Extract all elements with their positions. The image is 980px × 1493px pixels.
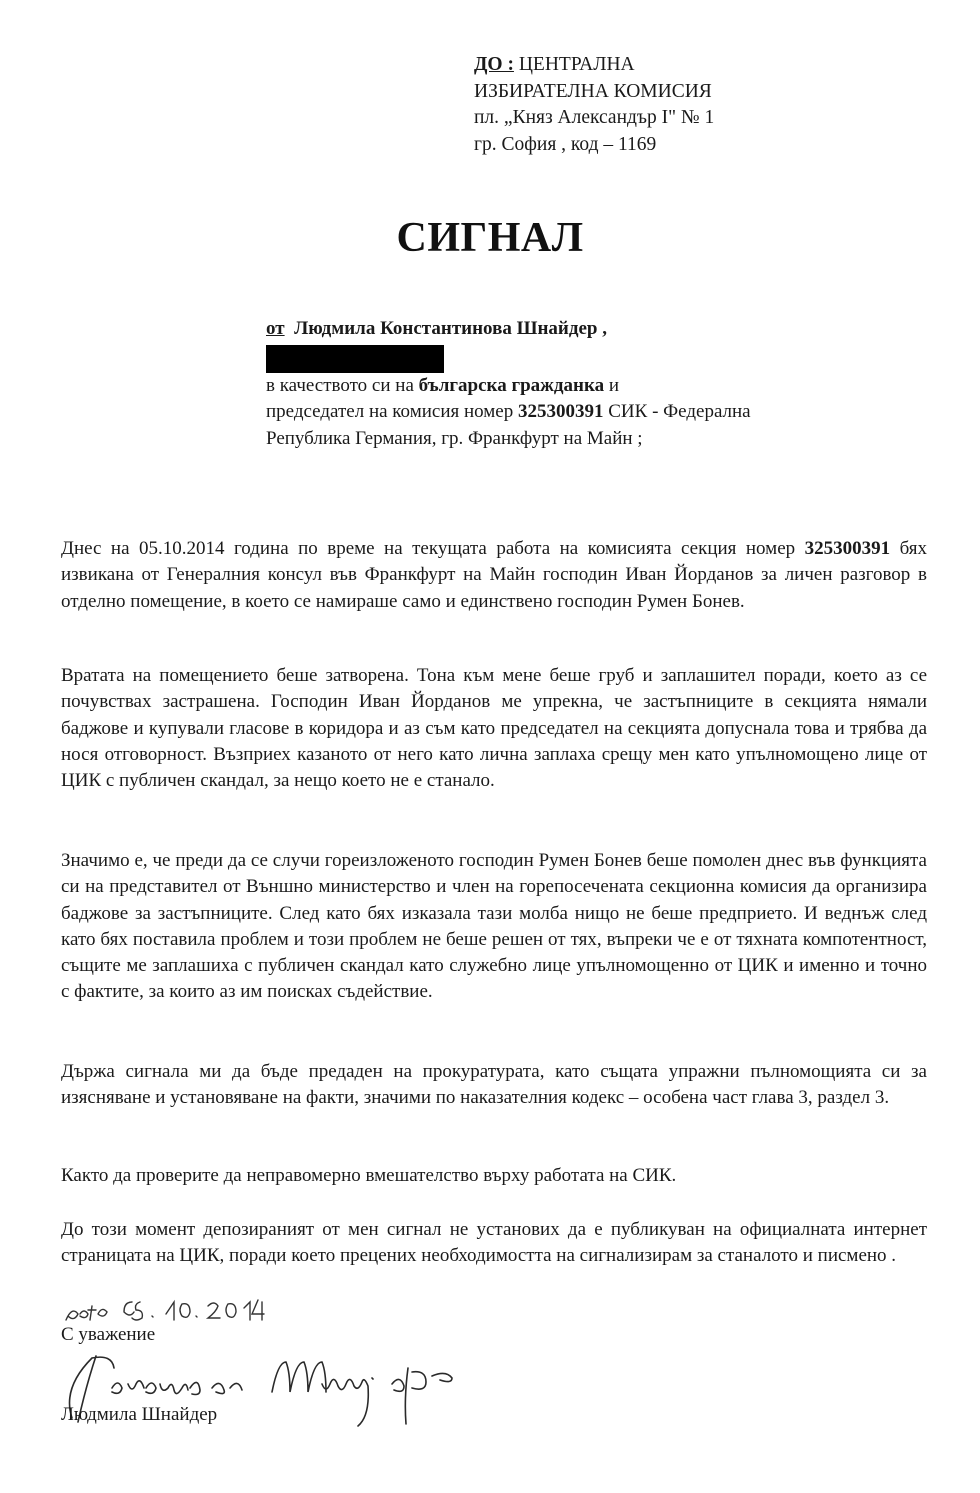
addressee-line-2: ИЗБИРАТЕЛНА КОМИСИЯ xyxy=(474,80,712,102)
paragraph-4 xyxy=(61,1059,927,1112)
commission-number: 325300391 xyxy=(804,538,891,559)
text: председател на комисия номер xyxy=(266,401,518,422)
sender-role-line xyxy=(266,399,886,426)
sender-name: Людмила Константинова Шнайдер , xyxy=(294,318,607,339)
paragraph-6 xyxy=(61,1217,927,1270)
text: в качеството си на xyxy=(266,374,419,396)
paragraph-5 xyxy=(61,1163,927,1189)
paragraph-2 xyxy=(61,663,927,794)
text: Както да проверите да неправомерно вмешателство върху работата на СИК. xyxy=(61,1165,677,1186)
text: До този момент депозираният от мен сигнал не установих да е публикуван на официалната интернет страницата на ЦИК, поради което прецених необходимостта на сигнализирам за станалото и писмено . xyxy=(61,1219,927,1267)
document-title: СИГНАЛ xyxy=(396,215,584,261)
addressee-street: пл. „Княз Александър I" № 1 xyxy=(474,107,715,128)
sender-name-line xyxy=(266,316,886,343)
text: СИК - Федерална xyxy=(603,401,751,422)
text: Държа сигнала ми да бъде предаден на прокуратурата, като същата упражни пълномощията си за изясняване и установяване на факти, значими по наказателния кодекс – особена част глава 3, раздел 3. xyxy=(61,1061,927,1109)
sender-block xyxy=(266,316,886,452)
paragraph-1 xyxy=(61,536,927,615)
paragraph-3 xyxy=(61,848,927,1006)
signatory-name: Людмила Шнайдер xyxy=(61,1404,218,1425)
text: Днес на 05.10.2014 година по време на текущата работа на комисията секция номер xyxy=(61,538,805,559)
redaction-bar xyxy=(266,345,444,373)
text: и xyxy=(604,374,620,396)
commission-number: 325300391 xyxy=(518,401,604,422)
addressee-city: гр. София , код – 1169 xyxy=(474,133,657,155)
addressee-block xyxy=(474,52,714,158)
sender-location-line: Република Германия, гр. Франкфурт на Майн ; xyxy=(266,427,643,449)
addressee-line-1 xyxy=(474,52,714,79)
text: Вратата на помещението беше затворена. Тона към мене беше груб и заплашител поради, което аз се почувствах застрашена. Господин Иван Йорданов ме упрекна, че застъпниците в секцията нямали баджове и купували гласове в коридора и аз съм като председател на секцията допуснала това и трябва да нося отговорност. Възприех казаното от него като лична заплаха срещу мен като упълномощено лице от ЦИК с публичен скандал, за нещо което не е станало. xyxy=(61,665,927,792)
text: бях извикана от Генералния консул във Франкфурт на Майн господин Иван Йорданов за личен разговор в отделно помещение, в което се намираше само и единствено господин Румен Бонев. xyxy=(61,538,928,612)
citizenship: българска гражданка xyxy=(418,374,605,396)
sender-capacity-line xyxy=(266,373,886,400)
handwritten-date xyxy=(62,1292,362,1328)
from-label: от xyxy=(266,318,285,339)
addressee-name: ЦЕНТРАЛНА xyxy=(518,54,635,75)
closing-regards: С уважение xyxy=(61,1324,156,1345)
text: Значимо е, че преди да се случи гореизложеното господин Румен Бонев беше помолен днес във функцията си на представител от Външно министерство и член на горепосечената секционна комисия да организира баджове за застъпниците. След като бях изказала тази молба нищо не беше предприето. И веднъж след като бях поставила проблем и този проблем не беше решен от тях, въпреки че е от тяхната компотентност, същите ме заплашиха с публичен скандал като служебно лице упълномощенно от ЦИК и именно и точно с фактите, за които аз им поисках съдействие. xyxy=(61,850,927,1003)
to-label: ДО : xyxy=(474,54,514,75)
